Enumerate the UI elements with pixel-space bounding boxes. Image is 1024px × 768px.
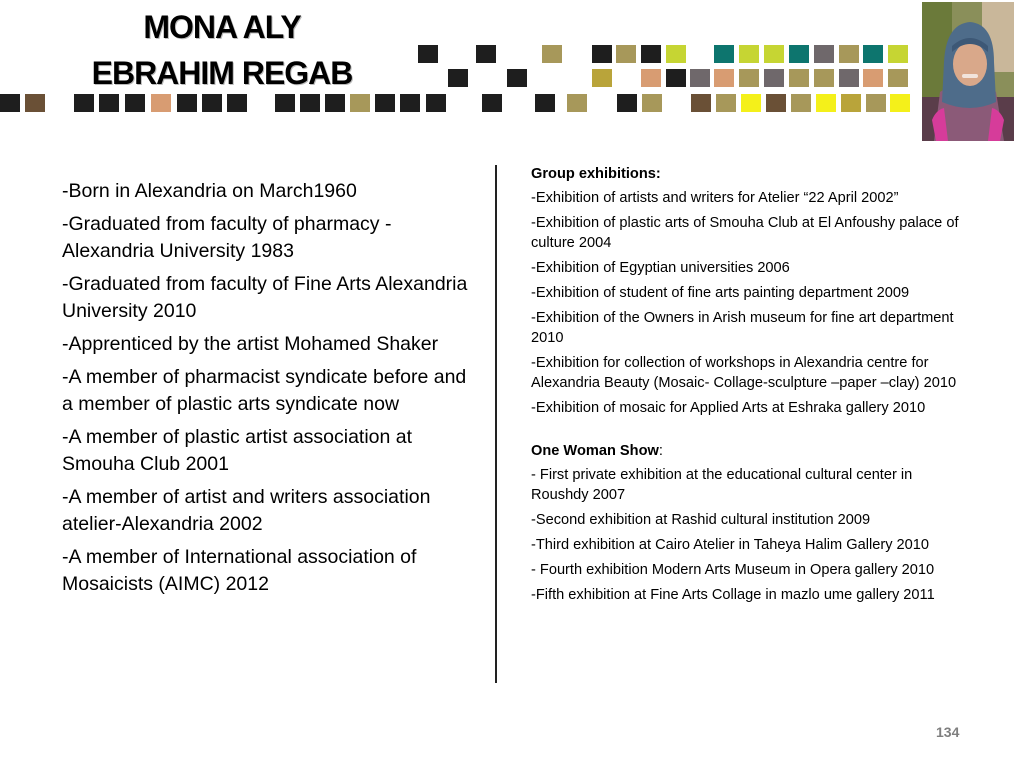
exhibition-item: - First private exhibition at the educational cultural center in Roushdy 2007 — [531, 467, 913, 503]
group-exhibitions-heading: Group exhibitions: — [531, 166, 661, 182]
mosaic-square — [863, 45, 883, 63]
mosaic-square — [482, 94, 502, 112]
mosaic-square — [690, 69, 710, 87]
mosaic-square — [535, 94, 555, 112]
mosaic-square — [839, 45, 859, 63]
mosaic-square — [177, 94, 197, 112]
mosaic-square — [275, 94, 295, 112]
mosaic-square — [476, 45, 496, 63]
mosaic-square — [888, 69, 908, 87]
biography-item: -Graduated from faculty of pharmacy - Alexandria University 1983 — [62, 213, 392, 262]
mosaic-square — [350, 94, 370, 112]
exhibition-item: -Exhibition for collection of workshops in Alexandria centre for Alexandria Beauty (Mosaic- Collage-sculpture –paper –clay) 2010 — [531, 355, 957, 391]
exhibition-item: -Second exhibition at Rashid cultural institution 2009 — [531, 512, 871, 528]
exhibition-item: -Fifth exhibition at Fine Arts Collage in mazlo ume gallery 2011 — [531, 587, 935, 603]
exhibition-item: -Exhibition of mosaic for Applied Arts at Eshraka gallery 2010 — [531, 400, 926, 416]
biography-item: -A member of International association of Mosaicists (AIMC) 2012 — [62, 546, 417, 595]
page-number: 134 — [936, 724, 960, 740]
mosaic-square — [375, 94, 395, 112]
column-divider — [495, 165, 497, 683]
mosaic-square — [789, 45, 809, 63]
mosaic-square — [691, 94, 711, 112]
mosaic-square — [888, 45, 908, 63]
exhibition-item: -Exhibition of Egyptian universities 2006 — [531, 260, 790, 276]
mosaic-square — [666, 69, 686, 87]
mosaic-square — [816, 94, 836, 112]
mosaic-square — [300, 94, 320, 112]
mosaic-square — [426, 94, 446, 112]
biography-item: -A member of pharmacist syndicate before and a member of plastic arts syndicate now — [62, 366, 467, 415]
mosaic-square — [542, 45, 562, 63]
mosaic-square — [325, 94, 345, 112]
mosaic-square — [789, 69, 809, 87]
mosaic-square — [764, 45, 784, 63]
mosaic-square — [641, 45, 661, 63]
exhibition-item: -Exhibition of the Owners in Arish museum for fine art department 2010 — [531, 310, 954, 346]
mosaic-square — [74, 94, 94, 112]
mosaic-square — [841, 94, 861, 112]
mosaic-square — [741, 94, 761, 112]
mosaic-square — [25, 94, 45, 112]
exhibition-item: -Third exhibition at Cairo Atelier in Taheya Halim Gallery 2010 — [531, 537, 930, 553]
mosaic-square — [839, 69, 859, 87]
title-line-2: EBRAHIM REGAB — [91, 55, 353, 91]
mosaic-square — [592, 45, 612, 63]
portrait-photo — [922, 2, 1014, 141]
mosaic-square — [716, 94, 736, 112]
mosaic-square — [592, 69, 612, 87]
mosaic-square — [418, 45, 438, 63]
exhibition-item: - Fourth exhibition Modern Arts Museum in Opera gallery 2010 — [531, 562, 935, 578]
exhibition-item: -Exhibition of plastic arts of Smouha Club at El Anfoushy palace of culture 2004 — [531, 215, 959, 251]
mosaic-square — [791, 94, 811, 112]
mosaic-square — [863, 69, 883, 87]
mosaic-square — [666, 45, 686, 63]
mosaic-square — [448, 69, 468, 87]
mosaic-square — [151, 94, 171, 112]
mosaic-square — [739, 45, 759, 63]
biography-item: -A member of plastic artist association at Smouha Club 2001 — [62, 426, 413, 475]
mosaic-square — [739, 69, 759, 87]
mosaic-square — [0, 94, 20, 112]
mosaic-square — [616, 45, 636, 63]
mosaic-square — [814, 45, 834, 63]
solo-heading-colon: : — [658, 443, 663, 459]
mosaic-square — [642, 94, 662, 112]
mosaic-square — [764, 69, 784, 87]
solo-exhibitions-heading — [531, 441, 971, 461]
mosaic-square — [714, 69, 734, 87]
mosaic-square — [400, 94, 420, 112]
mosaic-square — [99, 94, 119, 112]
biography-list — [62, 178, 482, 604]
mosaic-square — [507, 69, 527, 87]
page-title — [72, 4, 372, 96]
biography-item: -Apprenticed by the artist Mohamed Shaker — [62, 333, 439, 355]
mosaic-square — [714, 45, 734, 63]
biography-item: -Graduated from faculty of Fine Arts Alexandria University 2010 — [62, 273, 468, 322]
exhibitions-list — [531, 164, 971, 610]
mosaic-square — [814, 69, 834, 87]
exhibition-item: -Exhibition of artists and writers for Atelier “22 April 2002” — [531, 190, 899, 206]
mosaic-square — [567, 94, 587, 112]
solo-heading-text: One Woman Show — [531, 443, 659, 459]
exhibition-item: -Exhibition of student of fine arts painting department 2009 — [531, 285, 910, 301]
biography-item: -A member of artist and writers association atelier-Alexandria 2002 — [62, 486, 431, 535]
mosaic-square — [890, 94, 910, 112]
biography-item: -Born in Alexandria on March1960 — [62, 180, 357, 202]
mosaic-square — [641, 69, 661, 87]
mosaic-square — [227, 94, 247, 112]
mosaic-square — [125, 94, 145, 112]
title-line-1: MONA ALY — [143, 9, 301, 45]
mosaic-square — [202, 94, 222, 112]
mosaic-square — [617, 94, 637, 112]
mosaic-square — [766, 94, 786, 112]
mosaic-square — [866, 94, 886, 112]
